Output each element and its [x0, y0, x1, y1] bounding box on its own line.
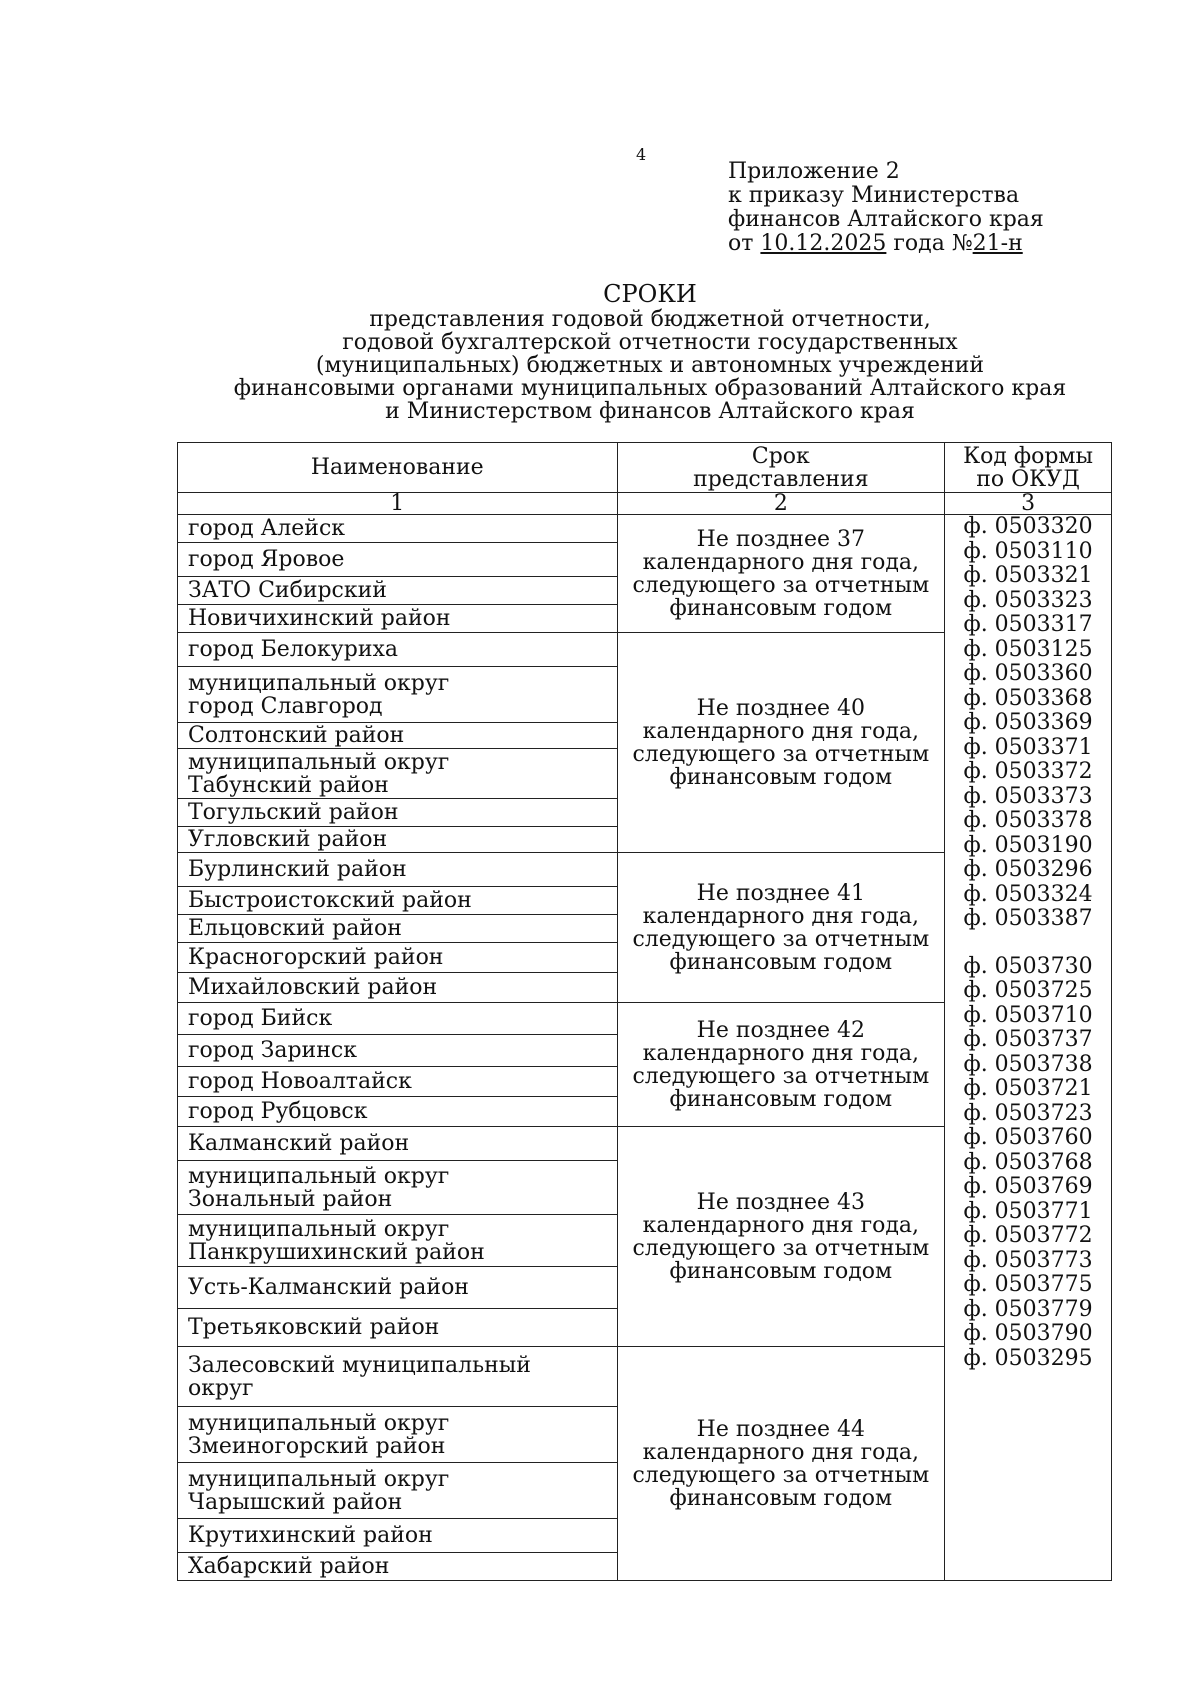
- form-code: ф. 0503773: [963, 1247, 1093, 1273]
- deadline-line: финансовым годом: [669, 764, 893, 790]
- deadline-cell: [617, 1003, 945, 1127]
- municipality-name-line: муниципальный округ: [188, 749, 450, 775]
- municipality-name: [178, 1127, 618, 1161]
- municipality-name-line: Ельцовский район: [188, 916, 402, 941]
- deadline-line: следующего за отчетным: [632, 572, 930, 598]
- table-header-row: [178, 443, 1112, 493]
- appendix-block: [728, 160, 1044, 256]
- title-main: СРОКИ: [603, 280, 697, 308]
- deadline-line: финансовым годом: [669, 1258, 893, 1284]
- municipality-name-line: город Новоалтайск: [188, 1069, 412, 1094]
- header-code-line: по ОКУД: [976, 466, 1080, 492]
- form-code: ф. 0503387: [963, 906, 1093, 931]
- form-code: ф. 0503760: [963, 1125, 1093, 1150]
- form-code: ф. 0503772: [963, 1223, 1093, 1248]
- municipality-name-line: город Бийск: [188, 1006, 333, 1031]
- form-code: ф. 0503125: [963, 636, 1093, 662]
- deadline-line: следующего за отчетным: [632, 1462, 930, 1488]
- form-code: ф. 0503321: [963, 563, 1093, 588]
- municipality-name: [178, 1097, 618, 1127]
- form-code: ф. 0503769: [963, 1174, 1093, 1199]
- form-code: ф. 0503296: [963, 857, 1093, 882]
- municipality-name-line: Красногорский район: [188, 945, 444, 970]
- form-code: ф. 0503779: [963, 1296, 1093, 1322]
- form-code: ф. 0503721: [963, 1076, 1093, 1101]
- municipality-name: [178, 1553, 618, 1581]
- municipality-name-line: Михайловский район: [188, 975, 438, 1000]
- appendix-line: финансов Алтайского края: [728, 207, 1044, 232]
- title-line: годовой бухгалтерской отчетности государственных: [342, 330, 958, 355]
- deadline-line: следующего за отчетным: [632, 1063, 930, 1089]
- column-number-row: [178, 493, 1112, 515]
- appendix-order-line: [728, 232, 1044, 256]
- municipality-name: [178, 853, 618, 887]
- municipality-name: [178, 577, 618, 605]
- municipality-name-line: Чарышский район: [188, 1489, 403, 1515]
- municipality-name-line: город Алейск: [188, 516, 346, 541]
- municipality-name: [178, 973, 618, 1003]
- form-code: ф. 0503369: [963, 710, 1093, 735]
- form-code: ф. 0503110: [963, 538, 1093, 564]
- title-line: и Министерством финансов Алтайского края: [385, 399, 915, 424]
- municipality-name-line: Калманский район: [188, 1131, 410, 1156]
- deadline-line: Не позднее 37: [696, 526, 865, 552]
- municipality-name: [178, 1309, 618, 1347]
- appendix-line: к приказу Министерства: [728, 183, 1020, 208]
- header-deadline: [617, 443, 945, 493]
- municipality-name-line: Крутихинский район: [188, 1523, 433, 1548]
- municipality-name-line: Залесовский муниципальный: [188, 1352, 531, 1378]
- municipality-name-line: город Белокуриха: [188, 637, 399, 662]
- municipality-name-line: Тогульский район: [188, 800, 399, 825]
- municipality-name: [178, 1347, 618, 1407]
- form-code: ф. 0503710: [963, 1002, 1093, 1028]
- municipality-name-line: город Яровое: [188, 547, 345, 572]
- deadline-line: календарного дня года,: [642, 549, 920, 575]
- deadline-line: следующего за отчетным: [632, 741, 930, 767]
- form-code: ф. 0503771: [963, 1198, 1093, 1224]
- form-code: ф. 0503295: [963, 1345, 1093, 1371]
- form-code: ф. 0503317: [963, 612, 1093, 637]
- appendix-line: Приложение 2: [728, 159, 900, 184]
- deadline-line: финансовым годом: [669, 595, 893, 621]
- header-name: Наименование: [178, 443, 618, 493]
- municipality-name: [178, 1161, 618, 1215]
- municipality-name: [178, 1267, 618, 1309]
- form-code: ф. 0503371: [963, 734, 1093, 760]
- municipality-name: [178, 799, 618, 827]
- appendix-year-no: года №: [893, 231, 973, 256]
- title-line: (муниципальных) бюджетных и автономных учреждений: [315, 353, 985, 378]
- deadline-cell: [617, 1127, 945, 1347]
- deadline-line: финансовым годом: [669, 949, 893, 975]
- form-code: ф. 0503730: [963, 953, 1093, 979]
- municipality-name-line: Бурлинский район: [188, 857, 407, 882]
- form-code: ф. 0503723: [963, 1100, 1093, 1126]
- appendix-from: от: [728, 231, 754, 256]
- municipality-name: [178, 515, 618, 543]
- municipality-name: [178, 1067, 618, 1097]
- form-code: ф. 0503768: [963, 1149, 1093, 1175]
- form-code: ф. 0503372: [963, 759, 1093, 784]
- deadline-line: финансовым годом: [669, 1485, 893, 1511]
- municipality-name: [178, 1003, 618, 1035]
- municipality-name-line: муниципальный округ: [188, 1163, 450, 1189]
- municipality-name: [178, 749, 618, 799]
- municipality-name: [178, 605, 618, 633]
- deadline-line: календарного дня года,: [642, 903, 920, 929]
- header-code-line: Код формы: [963, 443, 1094, 469]
- document-title: [180, 280, 1120, 423]
- municipality-name: [178, 633, 618, 667]
- municipality-name-line: муниципальный округ: [188, 670, 450, 696]
- form-code: ф. 0503737: [963, 1027, 1093, 1052]
- deadline-line: календарного дня года,: [642, 1212, 920, 1238]
- deadline-line: календарного дня года,: [642, 1439, 920, 1465]
- form-code: ф. 0503368: [963, 685, 1093, 711]
- deadline-line: Не позднее 41: [696, 880, 865, 906]
- form-code: ф. 0503373: [963, 783, 1093, 809]
- deadlines-table: [177, 442, 1112, 1581]
- municipality-name: [178, 1463, 618, 1519]
- order-number: 21-н: [972, 231, 1023, 256]
- municipality-name: [178, 887, 618, 915]
- deadline-line: Не позднее 40: [696, 695, 865, 721]
- municipality-name: [178, 1215, 618, 1267]
- column-number: 1: [178, 493, 618, 515]
- municipality-name: [178, 827, 618, 853]
- municipality-name: [178, 723, 618, 749]
- table-row: [178, 515, 1112, 543]
- form-code: ф. 0503378: [963, 808, 1093, 833]
- deadline-line: календарного дня года,: [642, 718, 920, 744]
- form-code: ф. 0503790: [963, 1321, 1093, 1346]
- title-line: представления годовой бюджетной отчетности,: [369, 307, 931, 332]
- form-code: ф. 0503360: [963, 661, 1093, 686]
- deadline-cell: [617, 1347, 945, 1581]
- municipality-name-line: муниципальный округ: [188, 1410, 450, 1436]
- municipality-name-line: Змеиногорский район: [188, 1433, 446, 1459]
- form-code: ф. 0503738: [963, 1051, 1093, 1077]
- municipality-name: [178, 915, 618, 943]
- deadline-line: Не позднее 44: [696, 1416, 865, 1442]
- title-line: финансовыми органами муниципальных образований Алтайского края: [233, 376, 1067, 401]
- deadline-cell: [617, 515, 945, 633]
- header-deadline-line: Срок: [751, 443, 810, 469]
- municipality-name-line: муниципальный округ: [188, 1216, 450, 1242]
- deadline-line: календарного дня года,: [642, 1040, 920, 1066]
- header-code: [945, 443, 1112, 493]
- municipality-name-line: Табунский район: [188, 772, 389, 798]
- municipality-name: [178, 1407, 618, 1463]
- deadline-cell: [617, 633, 945, 853]
- deadline-line: финансовым годом: [669, 1086, 893, 1112]
- municipality-name-line: Новичихинский район: [188, 606, 451, 631]
- municipality-name: [178, 1519, 618, 1553]
- form-code: ф. 0503190: [963, 832, 1093, 858]
- municipality-name-line: Угловский район: [188, 827, 388, 852]
- codes-spacer: [945, 932, 1111, 955]
- municipality-name-line: Панкрушихинский район: [188, 1239, 485, 1265]
- deadline-line: Не позднее 43: [696, 1189, 865, 1215]
- municipality-name-line: город Рубцовск: [188, 1099, 368, 1124]
- form-codes-cell: [945, 515, 1112, 1581]
- form-code: ф. 0503320: [963, 514, 1093, 539]
- deadline-line: Не позднее 42: [696, 1017, 865, 1043]
- municipality-name-line: Быстроистокский район: [188, 888, 472, 913]
- municipality-name-line: Усть-Калманский район: [188, 1275, 469, 1300]
- municipality-name: [178, 667, 618, 723]
- municipality-name-line: город Заринск: [188, 1038, 357, 1063]
- municipality-name-line: Третьяковский район: [188, 1315, 440, 1340]
- municipality-name-line: Солтонский район: [188, 723, 405, 748]
- municipality-name-line: округ: [188, 1375, 254, 1401]
- header-deadline-line: представления: [693, 466, 869, 492]
- order-date: 10.12.2025: [760, 231, 887, 256]
- column-number: 2: [617, 493, 945, 515]
- deadline-line: следующего за отчетным: [632, 926, 930, 952]
- municipality-name: [178, 943, 618, 973]
- form-code: ф. 0503324: [963, 881, 1093, 907]
- municipality-name: [178, 543, 618, 577]
- page-number: 4: [636, 145, 647, 164]
- form-code: ф. 0503725: [963, 978, 1093, 1003]
- form-code: ф. 0503775: [963, 1272, 1093, 1297]
- column-number: 3: [945, 493, 1112, 515]
- form-code: ф. 0503323: [963, 587, 1093, 613]
- deadline-line: следующего за отчетным: [632, 1235, 930, 1261]
- municipality-name-line: Хабарский район: [188, 1554, 390, 1579]
- municipality-name: [178, 1035, 618, 1067]
- municipality-name-line: город Славгород: [188, 693, 383, 719]
- municipality-name-line: Зональный район: [188, 1186, 393, 1212]
- deadline-cell: [617, 853, 945, 1003]
- municipality-name-line: ЗАТО Сибирский: [188, 578, 387, 603]
- municipality-name-line: муниципальный округ: [188, 1466, 450, 1492]
